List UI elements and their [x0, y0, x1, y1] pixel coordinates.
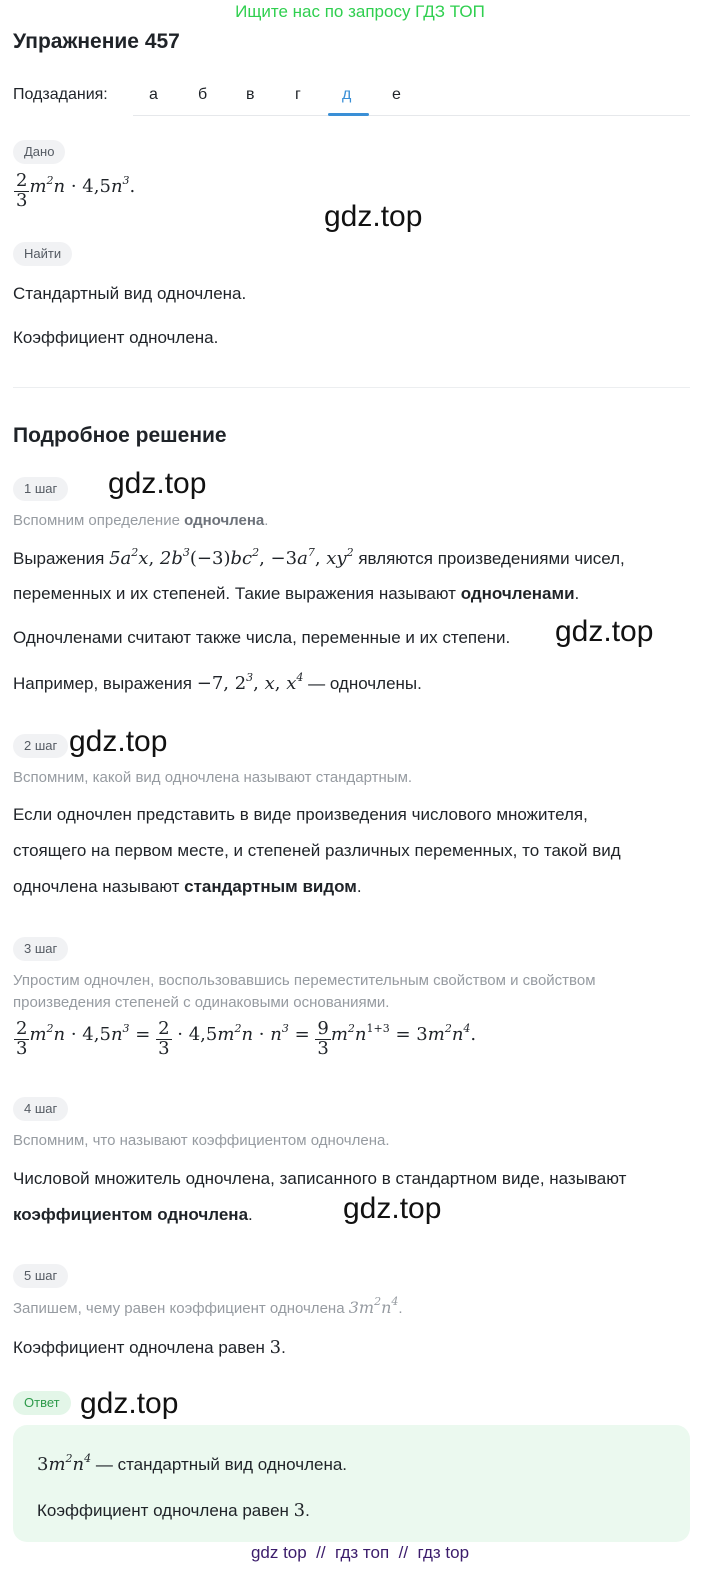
step-paragraph: Если одночлен представить в виде произведения числового множителя,	[13, 805, 588, 824]
step-paragraph: одночлена называют стандартным видом.	[13, 877, 362, 896]
subtasks-label: Подзадания:	[13, 86, 108, 103]
watermark: gdz.top	[324, 200, 423, 233]
step-hint: произведения степеней с одинаковыми основаниями.	[13, 994, 390, 1011]
step-chip: 1 шаг	[13, 477, 68, 501]
step-paragraph: стоящего на первом месте, и степеней различных переменных, то такой вид	[13, 841, 621, 860]
answer-box	[13, 1425, 690, 1542]
divider	[13, 387, 690, 388]
step-chip: 5 шаг	[13, 1264, 68, 1288]
page-title: Упражнение 457	[13, 30, 180, 53]
step-hint: Вспомним определение одночлена.	[13, 512, 269, 529]
step-chip: 2 шаг	[13, 734, 68, 758]
step-hint: Вспомним, какой вид одночлена называют стандартным.	[13, 769, 413, 786]
step-paragraph: Коэффициент одночлена равен 3.	[13, 1337, 286, 1358]
step-formula: $\frac{2}{3}$ $m^2n \cdot 4,5n^3$ = $\frac{2}{3}$ · $4,5m^2n \cdot n^3$ = $\frac{9}{3}$ $m^2n^{1+3} = 3m^2n^4$.	[16, 1018, 477, 1059]
watermark: gdz.top	[80, 1387, 179, 1420]
step-paragraph: Выражения $5a^2x$, $2b^3(-3)bc^2$, $-3a^7$, $xy^2$ являются произведениями чисел,	[13, 546, 625, 569]
promo-banner: Ищите нас по запросу ГДЗ ТОП	[235, 2, 485, 21]
tab-d[interactable]: д	[342, 86, 352, 103]
step-hint: Упростим одночлен, воспользовавшись переместительным свойством и свойством	[13, 972, 596, 989]
tabs-baseline	[133, 115, 690, 116]
tab-b[interactable]: б	[198, 86, 208, 103]
watermark: gdz.top	[343, 1192, 442, 1225]
watermark: gdz.top	[108, 467, 207, 500]
tab-e[interactable]: е	[392, 86, 401, 103]
watermark: gdz.top	[69, 725, 168, 758]
footer-links[interactable]: gdz top // гдз топ // гдз top	[250, 1543, 470, 1562]
tab-v[interactable]: в	[246, 86, 255, 103]
answer-line: $3m^2n^4$ — стандартный вид одночлена.	[37, 1452, 348, 1475]
watermark: gdz.top	[555, 615, 654, 648]
step-chip: 3 шаг	[13, 937, 68, 961]
find-item: Коэффициент одночлена.	[13, 328, 219, 347]
find-chip: Найти	[13, 242, 72, 266]
answer-line: Коэффициент одночлена равен 3.	[37, 1500, 310, 1521]
step-paragraph: переменных и их степеней. Такие выражения называют одночленами.	[13, 584, 580, 603]
step-paragraph: Одночленами считают также числа, переменные и их степени.	[13, 628, 511, 647]
step-chip: 4 шаг	[13, 1097, 68, 1121]
step-hint: Запишем, чему равен коэффициент одночлена $3m^2n^4$.	[13, 1295, 403, 1317]
step-paragraph: Числовой множитель одночлена, записанного в стандартном виде, называют	[13, 1169, 627, 1188]
tab-g[interactable]: г	[295, 86, 301, 103]
given-chip: Дано	[13, 140, 65, 164]
tab-a[interactable]: а	[149, 86, 158, 103]
step-paragraph: коэффициентом одночлена.	[13, 1205, 253, 1224]
solution-title: Подробное решение	[13, 424, 227, 447]
step-hint: Вспомним, что называют коэффициентом одночлена.	[13, 1132, 390, 1149]
given-formula: $\frac{2}{3}$ $m^2n \cdot 4,5n^3$.	[16, 170, 136, 211]
find-item: Стандартный вид одночлена.	[13, 284, 247, 303]
step-paragraph: Например, выражения −7, $2^3$, x, $x^4$ — одночлены.	[13, 671, 422, 694]
answer-chip: Ответ	[13, 1391, 71, 1415]
active-tab-indicator	[328, 113, 369, 116]
